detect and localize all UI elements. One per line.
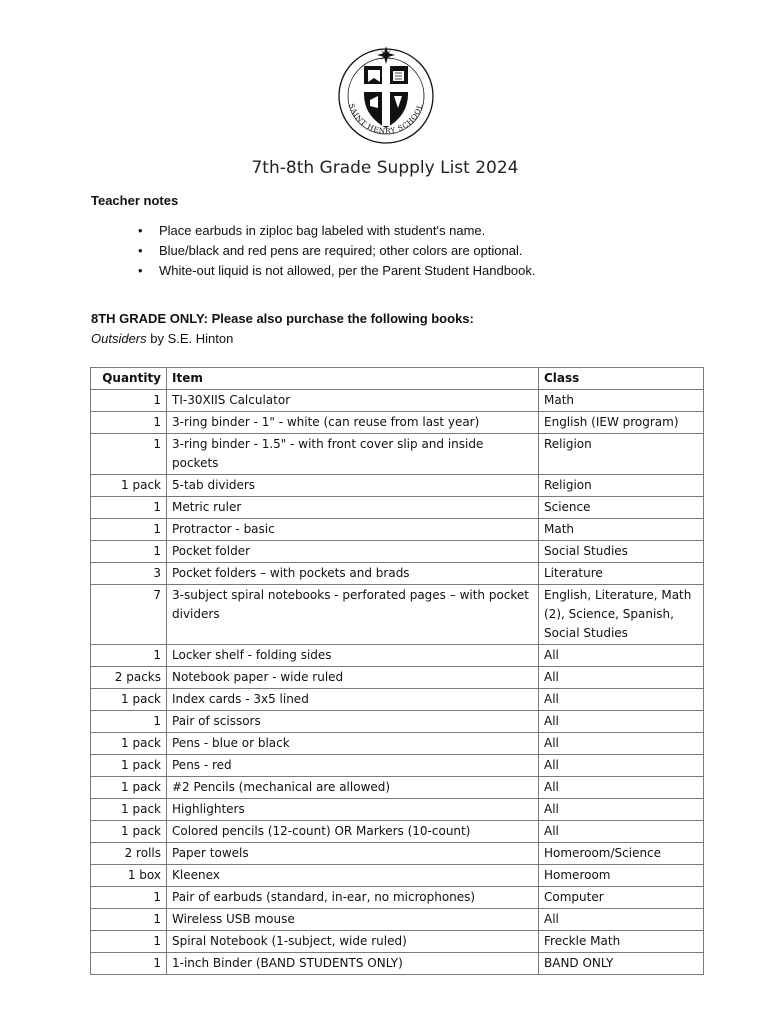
table-row [91,755,704,777]
table-row [91,887,704,909]
table-row [91,519,704,541]
cell-item: 5-tab dividers [167,475,539,497]
page-title: 7th-8th Grade Supply List 2024 [251,158,519,178]
cell-class: Math [539,390,704,412]
cell-quantity: 2 packs [91,667,167,689]
table-row [91,733,704,755]
cell-quantity: 1 [91,412,167,434]
cell-item: Wireless USB mouse [167,909,539,931]
cell-item: Pocket folders – with pockets and brads [167,563,539,585]
cell-item: Spiral Notebook (1-subject, wide ruled) [167,931,539,953]
table-row [91,412,704,434]
cell-class: Social Studies [539,541,704,563]
table-row [91,645,704,667]
cell-class: Religion [539,475,704,497]
cell-quantity: 1 [91,434,167,475]
cell-item: TI-30XIIS Calculator [167,390,539,412]
list-item: • Place earbuds in ziploc bag labeled with student's name. [138,221,536,241]
supply-table [90,367,704,975]
cell-class: Math [539,519,704,541]
cell-quantity: 1 pack [91,777,167,799]
cell-class: All [539,667,704,689]
cell-quantity: 1 pack [91,733,167,755]
star-icon [377,46,395,64]
cell-item: 1-inch Binder (BAND STUDENTS ONLY) [167,953,539,975]
table-row [91,689,704,711]
teacher-notes-heading: Teacher notes [91,193,179,208]
column-header-class: Class [539,368,704,390]
table-row [91,777,704,799]
cell-quantity: 7 [91,585,167,645]
svg-text:SAINT HENRY SCHOOL: SAINT HENRY SCHOOL [347,102,425,136]
cell-item: Colored pencils (12-count) OR Markers (10-count) [167,821,539,843]
supply-table-body [91,390,704,975]
column-header-item: Item [167,368,539,390]
table-row [91,953,704,975]
list-item: • White-out liquid is not allowed, per the Parent Student Handbook. [138,261,536,281]
cell-quantity: 1 [91,909,167,931]
table-row [91,541,704,563]
cell-quantity: 3 [91,563,167,585]
table-row [91,497,704,519]
cell-class: All [539,733,704,755]
cell-quantity: 1 [91,887,167,909]
table-row [91,434,704,475]
table-row [91,909,704,931]
cell-item: Locker shelf - folding sides [167,645,539,667]
cell-quantity: 2 rolls [91,843,167,865]
cell-item: Kleenex [167,865,539,887]
cell-class: All [539,777,704,799]
cell-class: Homeroom [539,865,704,887]
cell-quantity: 1 pack [91,821,167,843]
teacher-notes-list [138,221,536,281]
cell-class: All [539,689,704,711]
cell-quantity: 1 [91,519,167,541]
book-author: by S.E. Hinton [146,331,234,346]
cell-quantity: 1 box [91,865,167,887]
cell-class: English, Literature, Math (2), Science, Spanish, Social Studies [539,585,704,645]
cell-quantity: 1 [91,645,167,667]
table-row [91,475,704,497]
cell-item: Index cards - 3x5 lined [167,689,539,711]
cell-quantity: 1 [91,390,167,412]
list-item: • Blue/black and red pens are required; other colors are optional. [138,241,536,261]
cell-class: Homeroom/Science [539,843,704,865]
cell-class: All [539,821,704,843]
cell-quantity: 1 pack [91,799,167,821]
cell-class: All [539,799,704,821]
cell-class: Freckle Math [539,931,704,953]
table-row [91,563,704,585]
cell-class: Computer [539,887,704,909]
cell-class: All [539,909,704,931]
cell-class: Science [539,497,704,519]
cell-item: Pens - red [167,755,539,777]
cell-class: BAND ONLY [539,953,704,975]
cell-item: Pair of earbuds (standard, in-ear, no microphones) [167,887,539,909]
cell-class: Literature [539,563,704,585]
cell-item: Notebook paper - wide ruled [167,667,539,689]
cell-class: All [539,711,704,733]
table-row [91,865,704,887]
cell-quantity: 1 [91,953,167,975]
column-header-quantity: Quantity [91,368,167,390]
cell-class: All [539,645,704,667]
cell-class: Religion [539,434,704,475]
cell-item: Highlighters [167,799,539,821]
books-heading: 8TH GRADE ONLY: Please also purchase the following books: [91,311,474,326]
cell-item: Pocket folder [167,541,539,563]
cell-quantity: 1 pack [91,755,167,777]
table-row [91,390,704,412]
cell-item: #2 Pencils (mechanical are allowed) [167,777,539,799]
table-row [91,585,704,645]
table-row [91,821,704,843]
table-header-row [91,368,704,390]
cell-item: Protractor - basic [167,519,539,541]
cell-quantity: 1 [91,541,167,563]
table-row [91,711,704,733]
school-crest-logo [336,44,436,148]
table-row [91,667,704,689]
cell-class: All [539,755,704,777]
cell-item: Pair of scissors [167,711,539,733]
cell-item: 3-ring binder - 1.5" - with front cover slip and inside pockets [167,434,539,475]
cell-quantity: 1 [91,711,167,733]
book-title: Outsiders [91,331,147,346]
cell-item: Metric ruler [167,497,539,519]
cell-item: 3-subject spiral notebooks - perforated pages – with pocket dividers [167,585,539,645]
cell-quantity: 1 pack [91,475,167,497]
table-row [91,843,704,865]
cell-item: Pens - blue or black [167,733,539,755]
cell-quantity: 1 [91,497,167,519]
cell-item: 3-ring binder - 1" - white (can reuse from last year) [167,412,539,434]
book-entry [91,331,233,346]
cell-class: English (IEW program) [539,412,704,434]
table-row [91,931,704,953]
cell-item: Paper towels [167,843,539,865]
cell-quantity: 1 [91,931,167,953]
cell-quantity: 1 pack [91,689,167,711]
table-row [91,799,704,821]
